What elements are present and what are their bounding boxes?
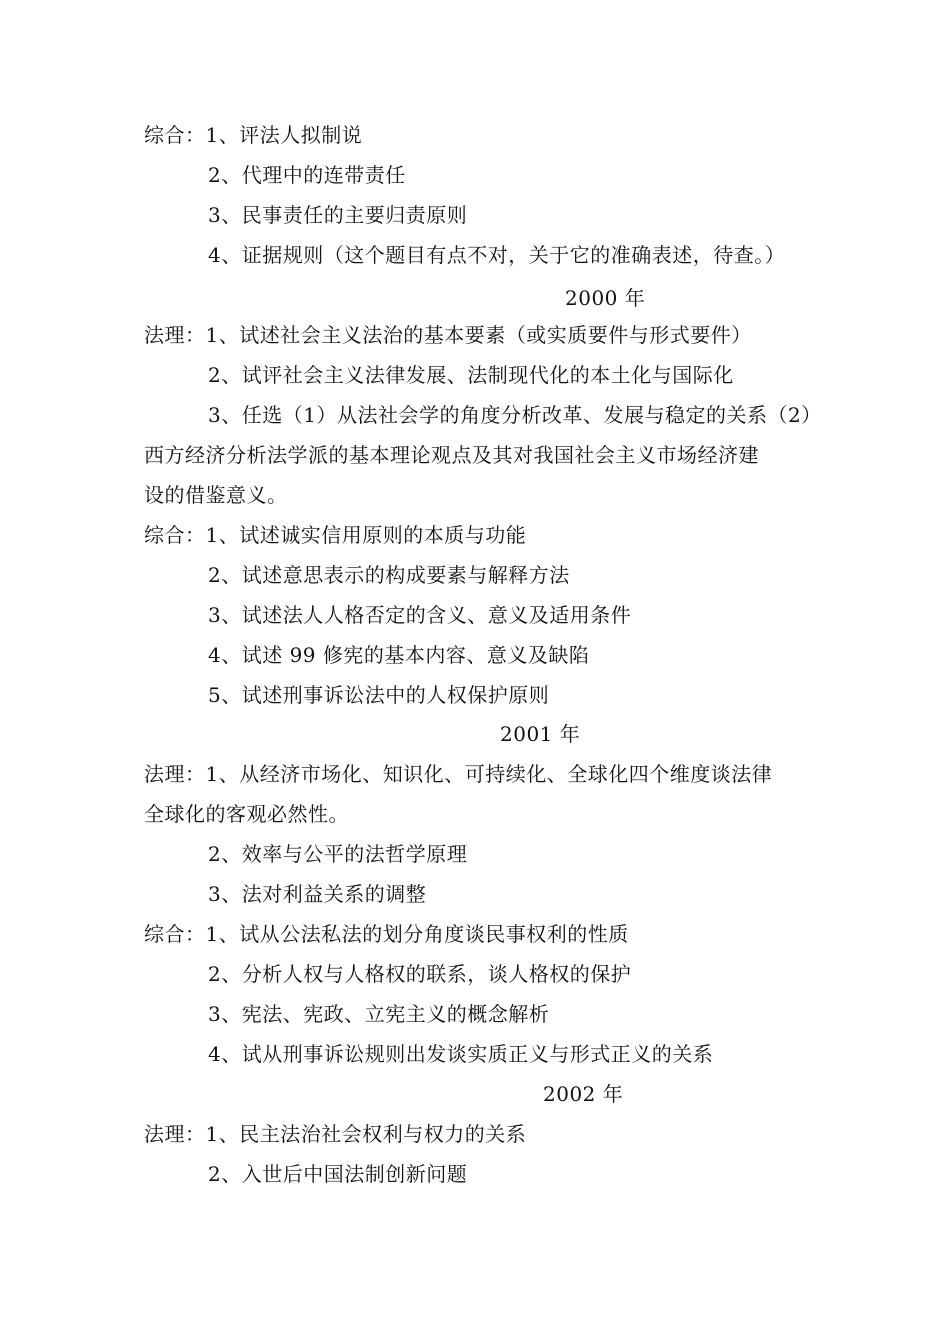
- list-item: 4、试从刑事诉讼规则出发谈实质正义与形式正义的关系: [208, 1042, 714, 1066]
- section-heading-zonghe: 综合：1、评法人拟制说: [144, 123, 363, 147]
- list-item: 2、分析人权与人格权的联系，谈人格权的保护: [208, 962, 632, 986]
- section-heading-fali: 法理：1、民主法治社会权利与权力的关系: [144, 1122, 527, 1146]
- year-heading: 2002 年: [543, 1082, 624, 1106]
- section-heading-zonghe: 综合：1、试述诚实信用原则的本质与功能: [144, 523, 527, 547]
- list-item: 3、试述法人人格否定的含义、意义及适用条件: [208, 603, 632, 627]
- list-item-continuation: 设的借鉴意义。: [144, 483, 288, 507]
- list-item: 4、试述 99 修宪的基本内容、意义及缺陷: [208, 643, 590, 667]
- list-item: 3、任选（1）从法社会学的角度分析改革、发展与稳定的关系（2）: [208, 403, 822, 427]
- list-item: 3、民事责任的主要归责原则: [208, 203, 468, 227]
- list-item: 2、试评社会主义法律发展、法制现代化的本土化与国际化: [208, 363, 734, 387]
- list-item: 2、代理中的连带责任: [208, 163, 406, 187]
- section-heading-fali: 法理：1、试述社会主义法治的基本要素（或实质要件与形式要件）: [144, 323, 752, 347]
- year-heading: 2001 年: [500, 722, 581, 746]
- year-heading: 2000 年: [565, 286, 646, 310]
- section-heading-zonghe: 综合：1、试从公法私法的划分角度谈民事权利的性质: [144, 922, 629, 946]
- list-item: 3、宪法、宪政、立宪主义的概念解析: [208, 1002, 550, 1026]
- list-item: 5、试述刑事诉讼法中的人权保护原则: [208, 683, 550, 707]
- list-item-continuation: 西方经济分析法学派的基本理论观点及其对我国社会主义市场经济建: [144, 443, 759, 467]
- list-item: 2、入世后中国法制创新问题: [208, 1162, 468, 1186]
- list-item: 2、试述意思表示的构成要素与解释方法: [208, 563, 570, 587]
- section-heading-fali: 法理：1、从经济市场化、知识化、可持续化、全球化四个维度谈法律: [144, 762, 773, 786]
- list-item-continuation: 全球化的客观必然性。: [144, 802, 349, 826]
- list-item: 4、证据规则（这个题目有点不对，关于它的准确表述，待查。）: [208, 243, 786, 267]
- list-item: 2、效率与公平的法哲学原理: [208, 842, 468, 866]
- list-item: 3、法对利益关系的调整: [208, 882, 427, 906]
